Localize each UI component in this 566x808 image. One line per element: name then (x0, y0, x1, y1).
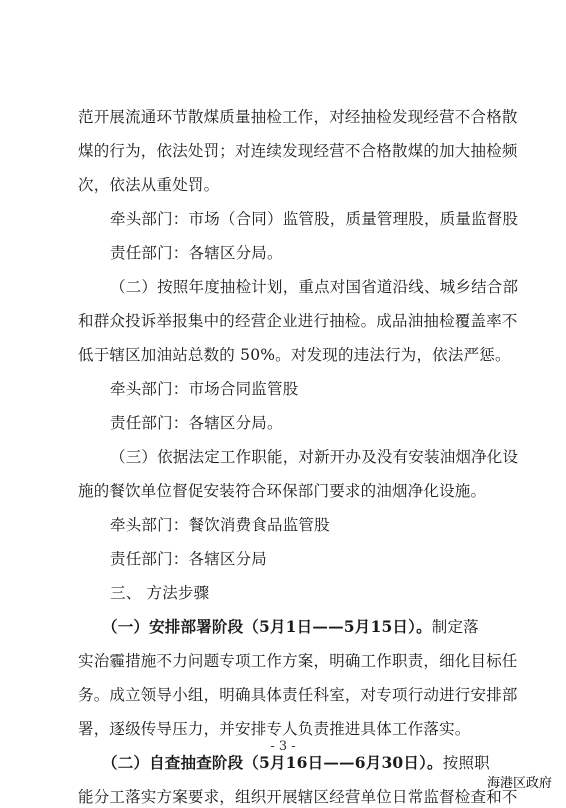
section-three-heading: 三、 方法步骤 (110, 584, 210, 602)
body-line-2: 煤的行为，依法处罚；对连续发现经营不合格散煤的加大抽检频 (78, 142, 518, 160)
stage-one-text: 制定落 (431, 618, 479, 636)
item-two-heading-line: （二）按照年度抽检计划，重点对国省道沿线、城乡结合部 (110, 278, 519, 296)
lead-dept-line-1: 牵头部门：市场（合同）监管股，质量管理股，质量监督股 (110, 210, 519, 228)
body-line-18: 务。成立领导小组，明确具体责任科室，对专项行动进行安排部 (78, 686, 518, 704)
stage-two-title: （二）自查抽查阶段（5月16日——6月30日）。 (102, 753, 443, 772)
body-line-17: 实治霾措施不力问题专项工作方案，明确工作职责，细化目标任 (78, 652, 518, 670)
body-line-3: 次，依法从重处罚。 (78, 176, 220, 194)
item-three-heading-line: （三）依据法定工作职能，对新开办及没有安装油烟净化设 (110, 448, 519, 466)
stage-one-line (102, 616, 566, 638)
body-line-19: 署，逐级传导压力，并安排专人负责推进具体工作落实。 (78, 720, 471, 738)
body-line-7: 和群众投诉举报集中的经营企业进行抽检。成品油抽检覆盖率不 (78, 312, 518, 330)
page-number: - 3 - (270, 739, 296, 754)
lead-dept-line-3: 牵头部门：餐饮消费食品监管股 (110, 516, 330, 534)
stage-two-text: 按照职 (442, 754, 490, 772)
stage-two-line (102, 752, 566, 774)
resp-dept-line-1: 责任部门：各辖区分局。 (110, 244, 283, 262)
body-line-1: 范开展流通环节散煤质量抽检工作，对经抽检发现经营不合格散 (78, 108, 518, 126)
resp-dept-line-2: 责任部门：各辖区分局。 (110, 414, 283, 432)
body-line-21: 能分工落实方案要求，组织开展辖区经营单位日常监督检查和不 (78, 788, 518, 806)
lead-dept-line-2: 牵头部门：市场合同监管股 (110, 380, 299, 398)
source-label: 海港区政府 (486, 776, 552, 791)
body-line-8: 低于辖区加油站总数的 50%。对发现的违法行为，依法严惩。 (78, 346, 511, 364)
resp-dept-line-3: 责任部门：各辖区分局 (110, 550, 268, 568)
body-line-12: 施的餐饮单位督促安装符合环保部门要求的油烟净化设施。 (78, 482, 487, 500)
stage-one-title: （一）安排部署阶段（5月1日——5月15日）。 (102, 617, 432, 636)
